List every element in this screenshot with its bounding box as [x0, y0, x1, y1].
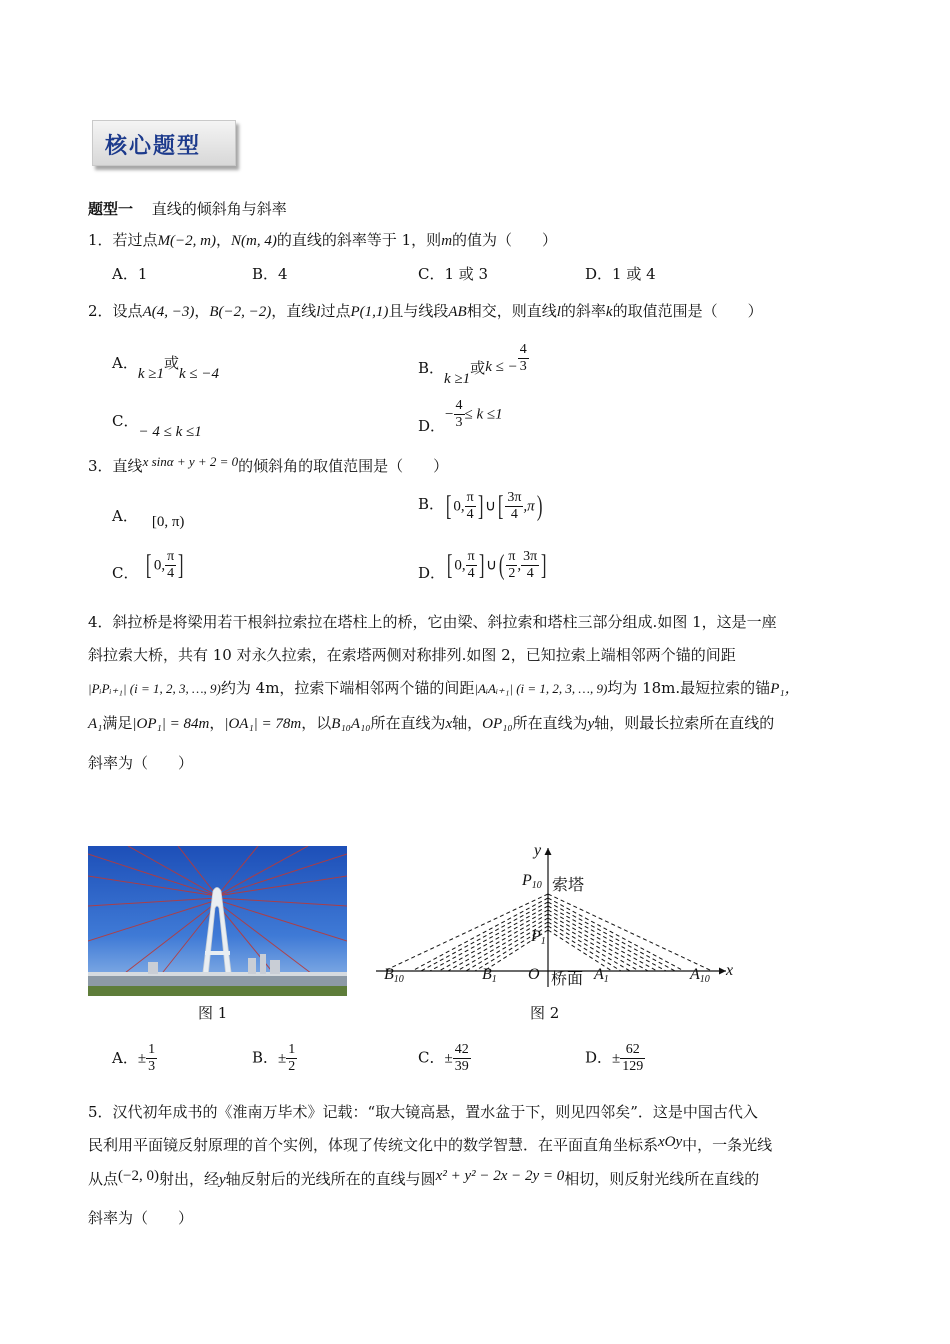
fig2-b10-letter: B — [384, 966, 394, 983]
figure-2-caption: 图 2 — [530, 1004, 560, 1022]
q3-c-bracket-open: [ — [146, 549, 152, 581]
q3-d-frac-1-num: π — [467, 549, 475, 564]
q1-point-m: M(−2, m) — [157, 233, 217, 249]
q1-point-n: N(m, 4) — [231, 233, 277, 249]
q4-text-9: 所在直线为 — [512, 714, 588, 732]
q1-option-c[interactable]: C．1 或 3 — [418, 265, 489, 283]
q4-op10: OP₁₀ — [482, 716, 513, 732]
q3-b-frac-1 — [465, 490, 476, 523]
q4-text-4: 均为 18m.最短拉索的锚 — [607, 679, 771, 697]
q3-b-frac-2 — [505, 490, 523, 523]
q3-b-frac-1-num: π — [466, 490, 474, 505]
section-header-badge — [92, 120, 236, 166]
q2-option-b-part2: k ≤ − — [485, 358, 518, 375]
fig2-p1-letter: P — [531, 928, 541, 945]
q4-option-d-label: D． — [585, 1048, 613, 1067]
fig2-b1-sub: 1 — [491, 974, 497, 985]
q2-option-c-expr: − 4 ≤ k ≤1 — [138, 424, 202, 440]
q5-number: 5． — [88, 1103, 113, 1121]
q2-option-b-or: 或 — [470, 358, 486, 377]
q3-d-frac-2-num: π — [508, 549, 516, 564]
q4-anchor-top-spacing: |PᵢPᵢ₊₁| (i = 1, 2, 3, …, 9) — [88, 681, 221, 696]
q3-d-frac-2 — [506, 549, 517, 582]
q4-option-a-label: A． — [112, 1048, 138, 1067]
q3-option-c-label: C． — [112, 563, 139, 582]
fig2-b1-label — [482, 966, 497, 985]
fig2-p1-sub: 1 — [540, 936, 546, 947]
q4-option-d-den: 129 — [622, 1059, 644, 1074]
q3-option-d-label: D． — [418, 563, 446, 582]
question-3 — [88, 455, 448, 476]
q1-option-d[interactable]: D．1 或 4 — [585, 265, 656, 283]
q2-option-a-part1: k ≥1 — [137, 366, 164, 382]
fig2-y-label: y — [534, 842, 542, 859]
q4-option-d-num: 62 — [620, 1042, 645, 1059]
q2-option-b-fraction — [518, 342, 529, 375]
q4-text-3: 约为 4m，拉索下端相邻两个锚的间距 — [220, 679, 475, 697]
q5-line-3 — [88, 1168, 759, 1189]
q4-op1: |OP₁| = 84m — [132, 716, 210, 732]
q4-option-d-pm: ± — [612, 1050, 621, 1067]
header-title: 核心题型 — [105, 134, 202, 159]
q3-d-bracket-open: [ — [446, 549, 453, 581]
q4-option-c-label: C． — [418, 1048, 445, 1067]
q4-option-b-frac — [286, 1042, 297, 1075]
q3-c-frac — [165, 549, 176, 582]
q4-option-c[interactable] — [418, 1042, 471, 1075]
q3-c-bracket-close: ] — [178, 549, 184, 581]
q4-sep: ， — [209, 714, 225, 732]
q3-d-frac-2-den: 2 — [508, 566, 516, 581]
section-topic: 直线的倾斜角与斜率 — [151, 200, 287, 218]
q2-option-a-part2: k ≤ −4 — [179, 366, 220, 382]
fig2-x-label: x — [726, 962, 734, 979]
q3-d-zero: 0, — [454, 557, 466, 574]
q3-d-bracket-close-2: ] — [541, 549, 547, 581]
q5-text-3: 中，一条光线 — [682, 1136, 773, 1154]
q3-d-frac-1-den: 4 — [467, 566, 475, 581]
q2-option-d-label: D． — [418, 416, 446, 435]
q5-text-2: 民利用平面镜反射原理的首个实例，体现了传统文化中的数学智慧．在平面直角坐标系 — [88, 1136, 659, 1154]
fig2-a10-label — [690, 966, 710, 985]
q3-c-zero: 0, — [153, 557, 166, 574]
q2-option-b[interactable] — [418, 342, 529, 387]
q3-option-b[interactable] — [418, 490, 544, 523]
q3-d-frac-1 — [466, 549, 477, 582]
q4-option-a-frac — [146, 1042, 157, 1075]
q5-line-2 — [88, 1134, 772, 1155]
q3-b-bracket-close: ] — [477, 490, 484, 522]
fig2-a1-sub: 1 — [603, 974, 609, 985]
section-title — [88, 198, 287, 219]
q4-number: 4． — [88, 613, 113, 631]
q5-circle-equation: x² + y² − 2x − 2y = 0 — [435, 1168, 565, 1184]
q4-option-b-label: B． — [252, 1048, 279, 1067]
q4-option-b-pm: ± — [278, 1050, 287, 1067]
q2-option-d-num: 4 — [455, 398, 463, 413]
fig2-a1-label — [594, 966, 609, 985]
fig2-p1-label — [531, 928, 546, 947]
q2-text-6: 的斜率 — [560, 302, 606, 320]
q3-b-paren-close: ) — [536, 490, 543, 522]
q1-option-b[interactable]: B．4 — [252, 265, 288, 283]
q5-text-7: 相切，则反射光线所在直线的 — [564, 1170, 760, 1188]
q2-point-b: B(−2, −2) — [209, 304, 272, 320]
q3-b-bracket-open: [ — [445, 490, 452, 522]
q3-d-frac-3 — [521, 549, 539, 582]
q2-point-p: P(1,1) — [350, 304, 389, 320]
q3-text: 直线 — [112, 457, 143, 475]
fig2-b10-sub: 10 — [393, 974, 404, 985]
q2-segment-ab: AB — [448, 304, 467, 320]
q5-text-4: 从点 — [88, 1170, 119, 1188]
fig2-p10-label — [522, 872, 542, 891]
q4-text-7: 所在直线为 — [370, 714, 446, 732]
q3-c-frac-num: π — [167, 549, 175, 564]
q2-option-d-fraction — [454, 398, 465, 431]
q4-line-3 — [88, 677, 800, 698]
q4-option-b-den: 2 — [288, 1059, 296, 1074]
q3-option-a-expr: [0, π) — [151, 514, 185, 530]
q5-text-1: 汉代初年成书的《淮南万毕术》记载：“取大镜高悬，置水盆于下，则见四邻矣”．这是中国古代入 — [112, 1103, 758, 1121]
q5-text-5: 射出，经 — [158, 1170, 219, 1188]
fig2-a10-letter: A — [690, 966, 700, 983]
q1-text: 若过点 — [112, 231, 158, 249]
fig2-a1-letter: A — [594, 966, 604, 983]
q3-b-pi-end: ,π — [523, 498, 535, 515]
q1-text-2: 的直线的斜率等于 1，则 — [276, 231, 442, 249]
q1-text-3: 的值为（ ） — [452, 231, 558, 249]
q2-option-b-part1: k ≥1 — [444, 370, 471, 387]
q2-option-a-or: 或 — [163, 354, 179, 372]
q2-slope-k: k — [605, 304, 613, 320]
fig2-tower-label: 索塔 — [552, 875, 585, 894]
q2-option-b-den: 3 — [519, 359, 527, 374]
q2-option-b-num: 4 — [519, 342, 527, 357]
fig2-p10-sub: 10 — [531, 880, 542, 891]
q4-text-10: 轴，则最长拉索所在直线的 — [594, 714, 775, 732]
q4-anchor-bottom-spacing: |AᵢAᵢ₊₁| (i = 1, 2, 3, …, 9) — [474, 681, 608, 696]
q5-text-6: 轴反射后的光线所在的直线与圆 — [225, 1170, 436, 1188]
q3-d-frac-3-den: 4 — [526, 566, 534, 581]
q2-text-4: 且与线段 — [388, 302, 449, 320]
q2-option-c-label: C． — [112, 412, 139, 430]
fig2-b10-label — [384, 966, 404, 985]
q3-d-union: ∪ — [486, 557, 497, 574]
q2-point-a: A(4, −3) — [142, 304, 195, 320]
q3-d-paren-open: ( — [498, 549, 505, 581]
q5-line-1 — [88, 1101, 758, 1122]
fig2-b1-letter: B — [482, 966, 492, 983]
q2-option-d-den: 3 — [455, 415, 463, 430]
q4-line-1 — [88, 611, 777, 632]
q1-var: m — [441, 233, 453, 249]
q1-option-a[interactable]: A．1 — [112, 265, 148, 283]
q4-option-a-pm: ± — [137, 1050, 147, 1067]
q3-option-d[interactable]: D．[ 0, $\frac{\pi}{4}$ ] ∪( $\frac{\pi}{2}$ , $\frac{3\pi}{4}$ ] — [418, 549, 547, 582]
q1-sep: ， — [216, 231, 232, 249]
q4-option-b-num: 1 — [288, 1042, 296, 1057]
q4-text-1: 斜拉桥是将梁用若干根斜拉索拉在塔柱上的桥，它由梁、斜拉索和塔柱三部分组成.如图 1，这是一座 — [112, 613, 777, 631]
q4-option-c-frac — [453, 1042, 471, 1075]
q3-b-frac-1-den: 4 — [466, 507, 474, 522]
q2-line-l: l — [316, 304, 321, 320]
q4-line-5: 斜率为（ ） — [88, 754, 194, 772]
q3-equation: x sinα + y + 2 = 0 — [142, 454, 239, 469]
question-1 — [88, 229, 557, 250]
q2-option-a-label: A． — [112, 354, 138, 372]
figure-1-bridge-photo — [88, 846, 347, 996]
q4-y: y — [587, 716, 595, 732]
q2-number: 2． — [88, 302, 113, 320]
q5-line-4: 斜率为（ ） — [88, 1209, 194, 1227]
q2-line-l-2: l — [556, 304, 561, 320]
q2-option-d-rest: ≤ k ≤1 — [464, 406, 503, 423]
fig2-a10-sub: 10 — [699, 974, 710, 985]
q4-text-8: 轴， — [452, 714, 483, 732]
fig2-p10-letter: P — [522, 872, 532, 889]
q2-option-c[interactable] — [112, 410, 202, 440]
q3-text-2: 的倾斜角的取值范围是（ ） — [238, 457, 449, 475]
q2-text-2: ，直线 — [271, 302, 317, 320]
figure-1-caption: 图 1 — [198, 1004, 228, 1022]
q3-b-zero: 0, — [453, 498, 465, 515]
q2-text-7: 的取值范围是（ ） — [612, 302, 763, 320]
q5-y-axis: y — [218, 1172, 226, 1188]
q4-option-d-frac — [620, 1042, 645, 1075]
q4-anchor-a1: A₁ — [88, 716, 103, 732]
q3-d-bracket-close: ] — [478, 549, 485, 581]
fig2-origin-label: O — [528, 966, 540, 983]
q4-option-c-pm: ± — [444, 1050, 453, 1067]
q4-option-d[interactable] — [585, 1042, 645, 1075]
question-2 — [88, 300, 763, 321]
q3-option-c[interactable] — [112, 549, 185, 582]
q4-anchor-p1: P₁， — [770, 681, 800, 697]
q3-option-b-label: B． — [418, 494, 445, 513]
q4-text-6: ，以 — [301, 714, 332, 732]
q2-option-d[interactable] — [418, 398, 503, 435]
q4-x: x — [445, 716, 453, 732]
q3-number: 3． — [88, 457, 113, 475]
q3-b-bracket-open-2: [ — [497, 490, 504, 522]
q4-text-5: 满足 — [102, 714, 133, 732]
q2-text: 设点 — [112, 302, 143, 320]
q5-coordinate-system: xOy — [658, 1134, 683, 1150]
q2-option-b-label: B． — [418, 358, 445, 377]
fig2-deck-label: 桥面 — [551, 969, 584, 988]
q3-c-frac-den: 4 — [167, 566, 175, 581]
q1-number: 1． — [88, 231, 113, 249]
q3-option-a[interactable] — [112, 505, 185, 530]
q3-b-union: ∪ — [485, 498, 496, 515]
q3-d-frac-3-num: 3π — [523, 549, 538, 564]
q3-b-frac-2-num: 3π — [507, 490, 522, 505]
q4-line-4 — [88, 712, 774, 733]
q4-option-a-den: 3 — [148, 1059, 156, 1074]
q2-option-d-minus: − — [445, 406, 454, 423]
q4-option-c-den: 39 — [454, 1059, 469, 1074]
q4-oa1: |OA₁| = 78m — [224, 716, 302, 732]
q4-option-a[interactable] — [112, 1042, 157, 1075]
q2-text-3: 过点 — [320, 302, 351, 320]
q2-sep: ， — [194, 302, 210, 320]
q2-option-a[interactable] — [112, 352, 220, 382]
q5-start-point: (−2, 0) — [118, 1168, 159, 1184]
q3-option-a-label: A． — [112, 507, 138, 525]
q4-line-2: 斜拉索大桥，共有 10 对永久拉索，在索塔两侧对称排列.如图 2，已知拉索上端相邻两个锚的间距 — [88, 646, 736, 664]
section-label: 题型一 — [88, 200, 134, 218]
q4-option-c-num: 42 — [454, 1042, 469, 1057]
q2-text-5: 相交，则直线 — [466, 302, 557, 320]
q4-option-a-num: 1 — [148, 1042, 156, 1057]
q4-option-b[interactable] — [252, 1042, 297, 1075]
q4-b10a10: B₁₀A₁₀ — [331, 716, 371, 732]
q3-b-frac-2-den: 4 — [510, 507, 518, 522]
